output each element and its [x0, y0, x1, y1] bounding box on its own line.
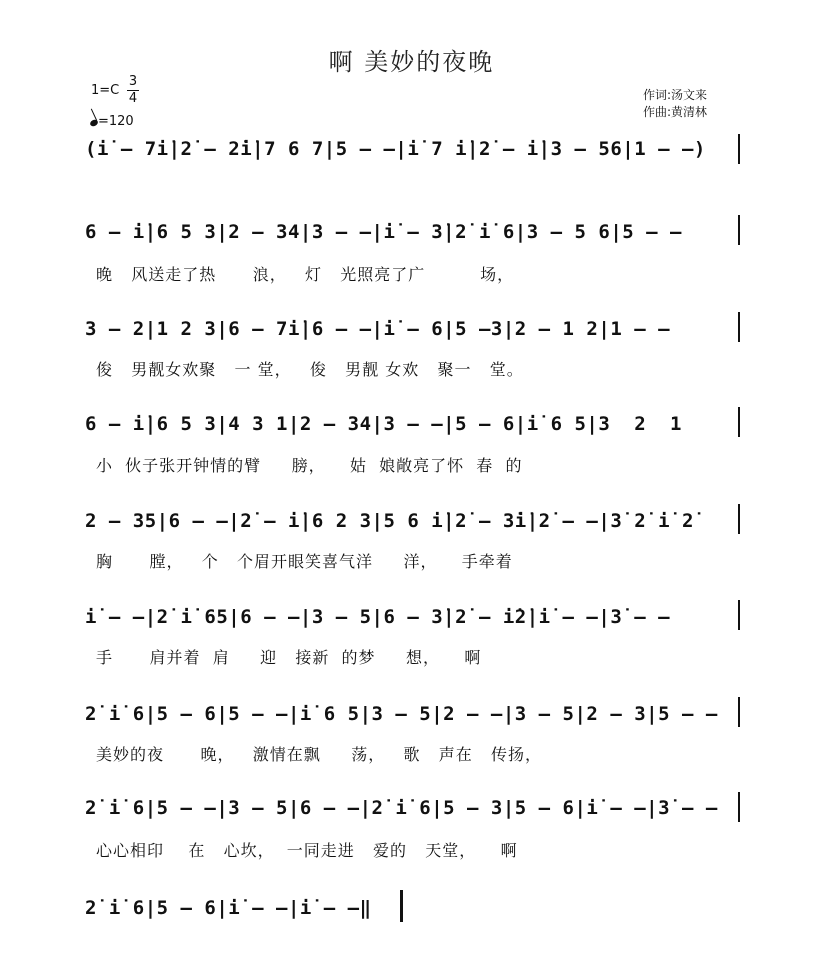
end-barline — [738, 215, 740, 245]
tempo-value: =120 — [98, 114, 134, 129]
end-barline — [738, 134, 740, 164]
time-signature — [127, 75, 139, 106]
song-title: 啊 美妙的夜晚 — [328, 48, 495, 76]
system-8-lyrics: 心心相印 在 心坎， 一同走进 爱的 天堂， 啊 — [96, 841, 518, 860]
system-6-lyrics: 手 肩并着 肩 迎 接新 的梦 想， 啊 — [96, 648, 482, 667]
system-7-notes: 2̇ i̇ 6|5 – 6|5 – –|i̇ 6 5|3 – 5|2 – –|3 – 5|2 – 3|5 – – — [85, 703, 718, 725]
end-barline — [738, 407, 740, 437]
final-barline — [400, 890, 403, 922]
system-5-lyrics: 胸 膛， 个 个眉开眼笑喜气洋 洋， 手牵着 — [96, 552, 513, 571]
end-barline — [738, 312, 740, 342]
tempo-marking — [90, 114, 134, 129]
system-8-notes: 2̇ i̇ 6|5 – –|3 – 5|6 – –|2̇ i̇ 6|5 – 3|5 – 6|i̇ – –|3̇ – – — [85, 797, 718, 819]
system-3-lyrics: 俊 男靓女欢聚 一 堂， 俊 男靓 女欢 聚一 堂。 — [96, 360, 524, 379]
system-2-notes: 6 – i̇|6 5 3|2 – 34|3 – –|i̇ – 3̇|2̇ i̇ 6|3 – 5 6|5 – – — [85, 221, 682, 243]
end-barline — [738, 600, 740, 630]
system-6-notes: i̇ – –|2̇ i̇ 65|6 – –|3 – 5|6 – 3̇|2̇ – i̇2̇|i̇ – –|3̇ – – — [85, 606, 671, 628]
system-9-notes: 2̇ i̇ 6|5 – 6|i̇ – –|i̇ – –‖ — [85, 897, 372, 919]
system-3-notes: 3 – 2|1 2 3|6 – 7i̇|6 – –|i̇ – 6|5 –3|2 – 1 2|1 – – — [85, 318, 671, 340]
end-barline — [738, 504, 740, 534]
system-4-lyrics: 小 伙子张开钟情的臂 膀， 姑 娘敞亮了怀 春 的 — [96, 456, 523, 475]
lyricist-credit: 作词:汤文来 — [643, 88, 708, 102]
system-4-notes: 6 – i̇|6 5 3|4 3 1|2 – 34|3 – –|5 – 6|i̇ 6 5|3 2 1 — [85, 413, 682, 435]
system-7-lyrics: 美妙的夜 晚， 激情在飘 荡， 歌 声在 传扬， — [96, 745, 542, 764]
end-barline — [738, 792, 740, 822]
composer-credit: 作曲:黄清林 — [643, 105, 708, 119]
key-signature: 1=C — [91, 83, 120, 98]
system-5-notes: 2 – 35|6 – –|2̇ – i̇|6 2 3|5 6 i̇|2̇ – 3̇i̇|2̇ – –|3̇ 2̇ i̇ 2̇ — [85, 510, 694, 532]
time-denominator: 4 — [128, 91, 138, 106]
system-1-notes: (i̇ – 7i̇|2̇ – 2̇i̇|7 6 7|5 – –|i̇ 7 i̇|2̇ – i̇|3 – 56|1 – –) — [85, 138, 706, 160]
end-barline — [738, 697, 740, 727]
system-2-lyrics: 晚 风送走了热 浪， 灯 光照亮了广 场， — [96, 265, 515, 284]
time-numerator: 3 — [128, 74, 138, 89]
